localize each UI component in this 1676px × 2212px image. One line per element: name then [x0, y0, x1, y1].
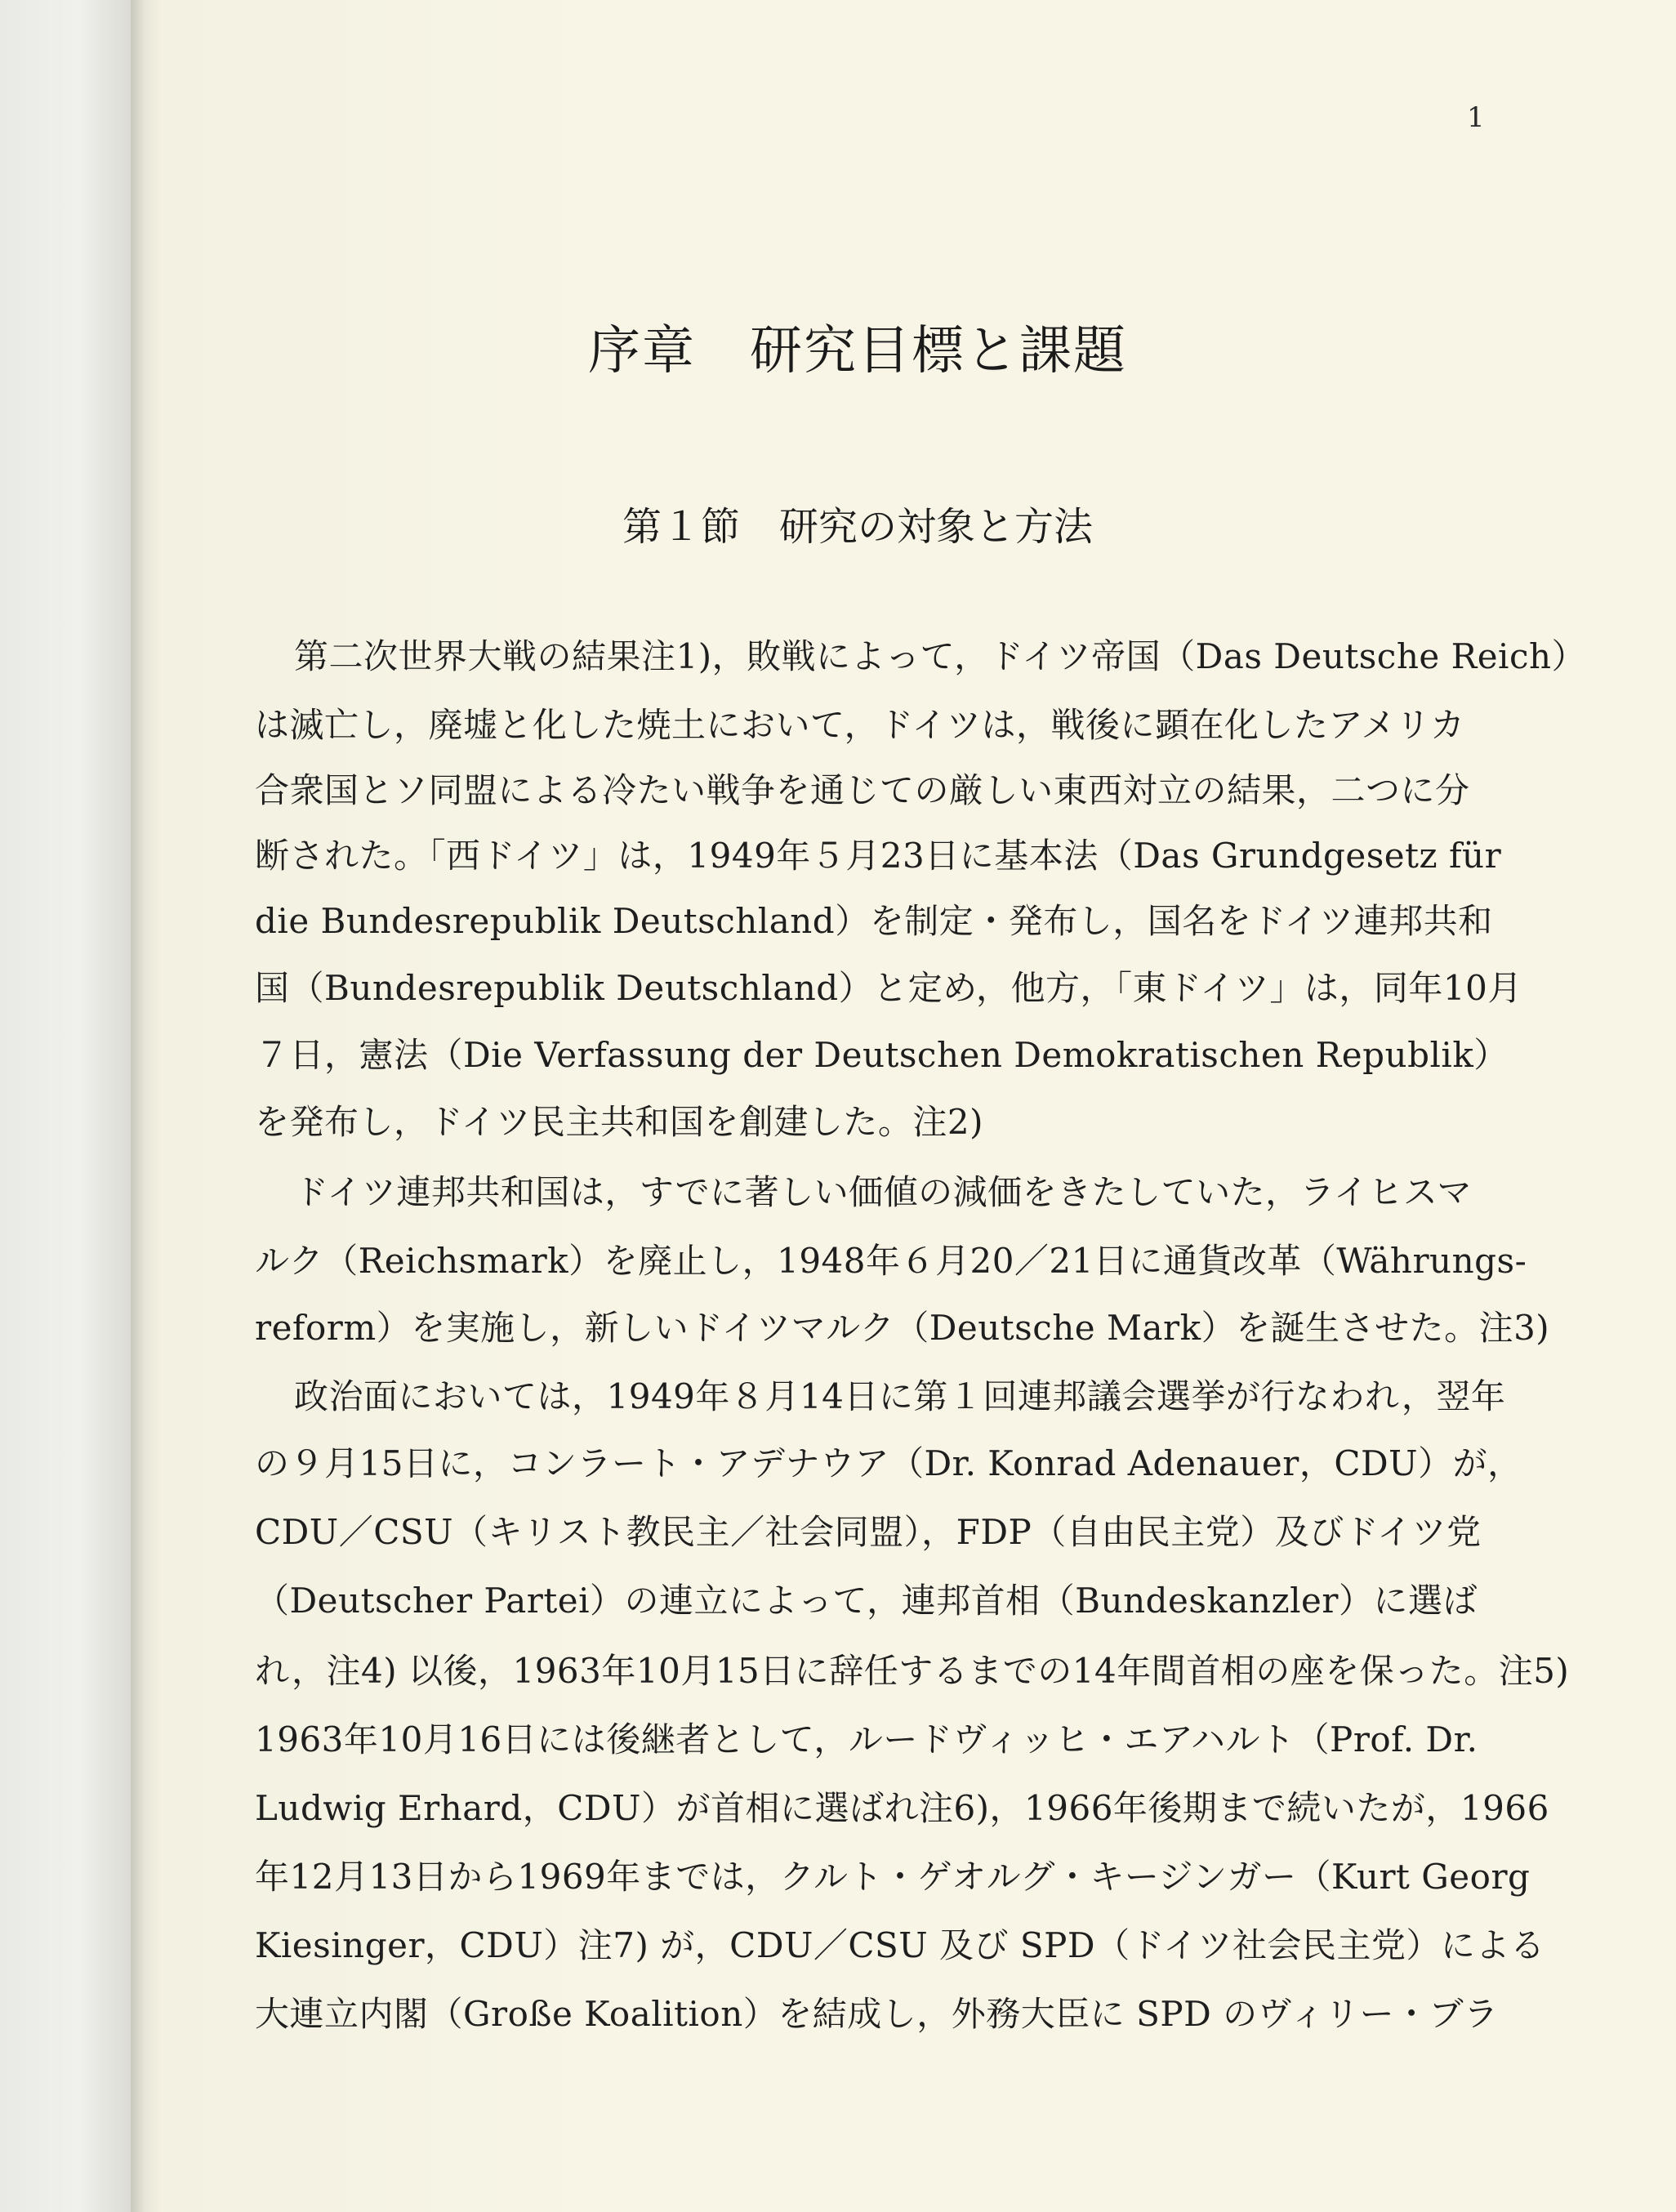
page-number: 1 [1467, 101, 1485, 134]
text-line: 断された。「西ドイツ」は，1949年５月23日に基本法（Das Grundgesetz für [255, 836, 1502, 876]
text-line: れ，注4) 以後，1963年10月15日に辞任するまでの14年間首相の座を保った。注5) [255, 1651, 1570, 1691]
section-title: 第１節 研究の対象と方法 [622, 504, 1093, 550]
text-line: を発布し，ドイツ民主共和国を創建した。注2) [255, 1102, 984, 1142]
text-line: 1963年10月16日には後継者として，ルードヴィッヒ・エアハルト（Prof. Dr. [255, 1719, 1478, 1759]
text-line: 国（Bundesrepublik Deutschland）と定め，他方，「東ドイツ」は，同年10月 [255, 968, 1522, 1008]
text-line: 合衆国とソ同盟による冷たい戦争を通じての厳しい東西対立の結果，二つに分 [255, 770, 1470, 810]
text-line: ルク（Reichsmark）を廃止し，1948年６月20／21日に通貨改革（Währungs- [255, 1241, 1527, 1281]
text-line: 第二次世界大戦の結果注1)，敗戦によって，ドイツ帝国（Das Deutsche Reich） [294, 636, 1587, 676]
text-line: の９月15日に，コンラート・アデナウア（Dr. Konrad Adenauer，CDU）が， [255, 1443, 1522, 1483]
adjacent-left-page [0, 0, 131, 2212]
text-line: 政治面においては，1949年８月14日に第１回連邦議会選挙が行なわれ，翌年 [294, 1376, 1506, 1416]
text-line: （Deutscher Partei）の連立によって，連邦首相（Bundeskanzler）に選ば [255, 1581, 1478, 1621]
text-line: die Bundesrepublik Deutschland）を制定・発布し，国名をドイツ連邦共和 [255, 901, 1493, 941]
text-line: reform）を実施し，新しいドイツマルク（Deutsche Mark）を誕生させた。注3) [255, 1308, 1550, 1348]
text-line: ７日，憲法（Die Verfassung der Deutschen Demokratischen Republik） [255, 1035, 1509, 1075]
chapter-title: 序章 研究目標と課題 [588, 321, 1127, 381]
text-line: CDU／CSU（キリスト教民主／社会同盟），FDP（自由民主党）及びドイツ党 [255, 1512, 1482, 1552]
text-line: Kiesinger，CDU）注7) が，CDU／CSU 及び SPD（ドイツ社会民主党）による [255, 1925, 1545, 1965]
text-line: 年12月13日から1969年までは，クルト・ゲオルグ・キージンガー（Kurt Georg [255, 1857, 1531, 1897]
text-line: 大連立内閣（Große Koalition）を結成し，外務大臣に SPD のヴィリー・ブラ [255, 1994, 1499, 2034]
book-gutter [131, 0, 163, 2212]
text-line: Ludwig Erhard，CDU）が首相に選ばれ注6)，1966年後期まで続いたが，1966 [255, 1788, 1549, 1828]
text-line: ドイツ連邦共和国は，すでに著しい価値の減価をきたしていた，ライヒスマ [294, 1172, 1473, 1212]
text-line: は滅亡し，廃墟と化した焼土において，ドイツは，戦後に顕在化したアメリカ [255, 705, 1465, 745]
